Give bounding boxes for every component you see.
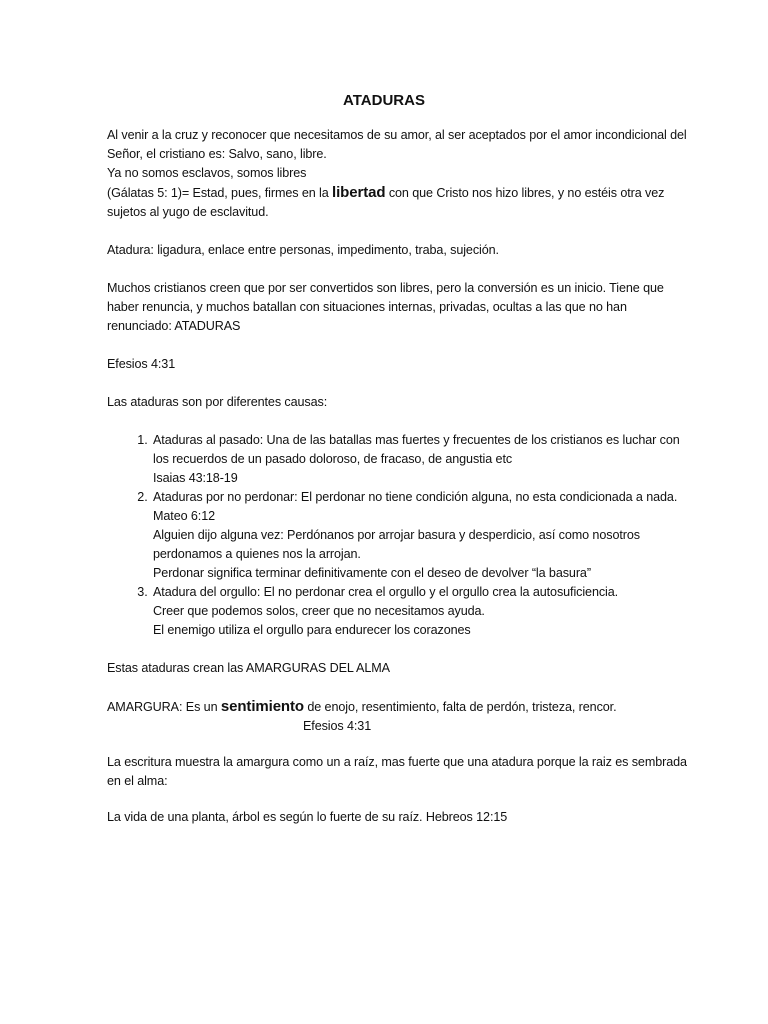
verse-text-post: con que Cristo nos hizo libres, y no estéis otra vez sujetos al yugo de esclavitud. xyxy=(107,186,665,219)
list-item xyxy=(151,488,687,583)
list-item-note: Creer que podemos solos, creer que no necesitamos ayuda. xyxy=(153,604,485,618)
bitterness-intro: Estas ataduras crean las AMARGURAS DEL ALMA xyxy=(107,661,390,675)
list-item-text: Ataduras al pasado: Una de las batallas mas fuertes y frecuentes de los cristianos es luchar con los recuerdos de un pasado doloroso, de fracaso, de angustia etc xyxy=(153,433,680,466)
amargura-text-pre: AMARGURA: Es un xyxy=(107,700,221,714)
list-item xyxy=(151,431,687,488)
root-paragraph: La escritura muestra la amargura como un a raíz, mas fuerte que una atadura porque la raiz es sembrada en el alma: xyxy=(107,755,687,788)
verse-text-pre: (Gálatas 5: 1)= Estad, pues, firmes en la xyxy=(107,186,333,200)
causes-list xyxy=(107,431,687,640)
amargura-definition xyxy=(107,697,687,736)
list-item-text: Atadura del orgullo: El no perdonar crea el orgullo y el orgullo crea la autosuficiencia. xyxy=(153,585,619,599)
amargura-text-post: de enojo, resentimiento, falta de perdón, tristeza, rencor. xyxy=(303,700,617,714)
document-body xyxy=(107,126,687,827)
list-item-reference: Mateo 6:12 xyxy=(153,509,216,523)
list-item-quote: Alguien dijo alguna vez: Perdónanos por arrojar basura y desperdicio, así como nosotros perdonamos a quienes nos la arrojan. xyxy=(153,528,640,561)
plant-paragraph: La vida de una planta, árbol es según lo fuerte de su raíz. Hebreos 12:15 xyxy=(107,810,508,824)
list-item xyxy=(151,583,687,640)
list-item-note: Perdonar significa terminar definitivamente con el deseo de devolver “la basura” xyxy=(153,566,591,580)
list-item-reference: Isaias 43:18-19 xyxy=(153,471,238,485)
amargura-reference: Efesios 4:31 xyxy=(303,719,372,733)
intro-line-1: Al venir a la cruz y reconocer que necesitamos de su amor, al ser aceptados por el amor incondicional del Señor, el cristiano es: Salvo, sano, libre. xyxy=(107,128,687,161)
verse-emphasis: libertad xyxy=(332,184,386,201)
causes-intro: Las ataduras son por diferentes causas: xyxy=(107,395,328,409)
list-item-text: Ataduras por no perdonar: El perdonar no tiene condición alguna, no esta condicionada a nada. xyxy=(153,490,678,504)
definition-paragraph: Atadura: ligadura, enlace entre personas, impedimento, traba, sujeción. xyxy=(107,243,499,257)
document-title: ATADURAS xyxy=(343,92,425,109)
amargura-emphasis: sentimiento xyxy=(220,698,304,715)
many-christians-paragraph: Muchos cristianos creen que por ser convertidos son libres, pero la conversión es un inicio. Tiene que haber renuncia, y muchos batallan con situaciones internas, privadas, ocultas a las que no han renunciado: ATADURAS xyxy=(107,281,664,333)
efesios-reference: Efesios 4:31 xyxy=(107,357,176,371)
galatas-verse xyxy=(107,183,687,222)
list-item-note: El enemigo utiliza el orgullo para endurecer los corazones xyxy=(153,623,471,637)
intro-line-2: Ya no somos esclavos, somos libres xyxy=(107,166,307,180)
